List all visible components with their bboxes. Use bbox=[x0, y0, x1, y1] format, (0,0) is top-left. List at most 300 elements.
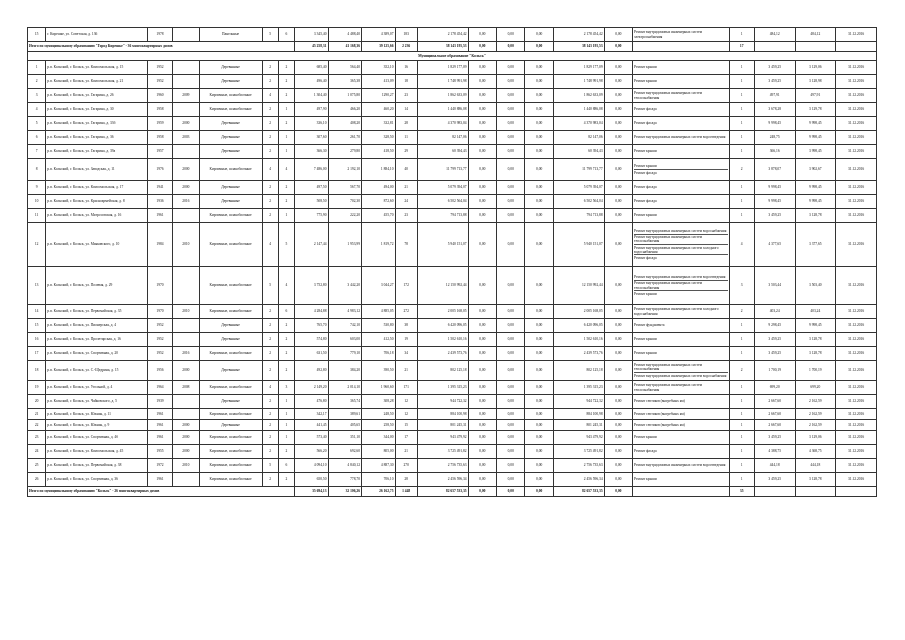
cell-work-count: 1 bbox=[729, 431, 754, 445]
cell-number: 23 bbox=[28, 431, 46, 445]
cell-cost-3: 0,00 bbox=[497, 209, 525, 223]
cell-date: 31.12.2016 bbox=[836, 117, 877, 131]
total-cost-2: 0,00 bbox=[468, 42, 496, 52]
cell-cost-2: 0,00 bbox=[468, 195, 496, 209]
cell-cost-5: 2 456 596,34 bbox=[553, 473, 604, 487]
cell-repair-year bbox=[173, 409, 199, 420]
cell-work-type bbox=[633, 305, 729, 319]
cell-entrances: 2 bbox=[278, 333, 294, 347]
cell-price-2: 3 128,78 bbox=[795, 473, 836, 487]
cell-cost-4: 0,00 bbox=[525, 381, 553, 395]
cell-price-1: 9 998,45 bbox=[754, 117, 795, 131]
cell-entrances: 4 bbox=[278, 267, 294, 305]
cell-work-type bbox=[633, 445, 729, 459]
cell-address: р.п. Кольский, г. Кольск, ул. С.-Щедрина, д. 15 bbox=[46, 361, 148, 381]
work-item: Ремонт внутридомовых инженерных систем теплоснабжения bbox=[634, 363, 727, 373]
cell-floors: 2 bbox=[262, 319, 278, 333]
cell-work-type bbox=[633, 395, 729, 409]
cell-year: 1952 bbox=[147, 61, 172, 75]
cell-work-count: 1 bbox=[729, 209, 754, 223]
cell-area: 685,40 bbox=[295, 61, 329, 75]
cell-repair-year: 2010 bbox=[173, 305, 199, 319]
cell-area-2: 4 488,40 bbox=[328, 28, 362, 42]
cell-cost-3: 0,00 bbox=[497, 61, 525, 75]
cell-work-type bbox=[633, 61, 729, 75]
cell-cost-total: 2 756 735,63 bbox=[417, 459, 468, 473]
total-empty bbox=[754, 487, 795, 497]
cell-work-count: 1 bbox=[729, 347, 754, 361]
cell-area-2: 702,30 bbox=[328, 195, 362, 209]
cell-people: 16 bbox=[395, 61, 417, 75]
work-item: Ремонт фасада bbox=[634, 170, 657, 175]
cell-floors: 2 bbox=[262, 431, 278, 445]
cell-area-2: 778,70 bbox=[328, 473, 362, 487]
cell-wall-material: Кирпичные, шлакоблочные bbox=[199, 347, 262, 361]
cell-cost-4: 0,00 bbox=[525, 28, 553, 42]
table-row bbox=[28, 395, 877, 409]
cell-people: 171 bbox=[395, 381, 417, 395]
cell-year: 1984 bbox=[147, 223, 172, 267]
work-item: Ремонт крыши bbox=[634, 477, 657, 482]
cell-area-3: 3 044,27 bbox=[362, 267, 396, 305]
cell-cost-4: 0,00 bbox=[525, 195, 553, 209]
cell-cost-3: 0,00 bbox=[497, 459, 525, 473]
cell-cost-5: 801 245,31 bbox=[553, 420, 604, 431]
total-area: 35 694,13 bbox=[295, 487, 329, 497]
cell-entrances: 2 bbox=[278, 473, 294, 487]
cell-work-count: 1 bbox=[729, 319, 754, 333]
cell-cost-total: 3 725 491,82 bbox=[417, 445, 468, 459]
cell-year: 1961 bbox=[147, 420, 172, 431]
total-area-3: 39 125,66 bbox=[362, 42, 396, 52]
cell-people: 19 bbox=[395, 333, 417, 347]
cell-cost-5: 1 862 633,09 bbox=[553, 89, 604, 103]
work-item: Ремонт внутридомовых инженерных систем водоотведения bbox=[634, 275, 727, 281]
cell-repair-year: 2009 bbox=[173, 89, 199, 103]
cell-area-3: 805,00 bbox=[362, 445, 396, 459]
cell-cost-6: 0,00 bbox=[604, 473, 632, 487]
cell-floors: 5 bbox=[262, 459, 278, 473]
cell-area-2: 4 983,12 bbox=[328, 305, 362, 319]
cell-price-1: 3 459,25 bbox=[754, 209, 795, 223]
cell-area: 336,10 bbox=[295, 117, 329, 131]
cell-people: 11 bbox=[395, 131, 417, 145]
cell-cost-5: 6 502 564,04 bbox=[553, 195, 604, 209]
cell-area-3: 706,18 bbox=[362, 347, 396, 361]
cell-work-count: 1 bbox=[729, 445, 754, 459]
cell-cost-3: 0,00 bbox=[497, 305, 525, 319]
cell-number: 4 bbox=[28, 103, 46, 117]
cell-area-3: 4 389,07 bbox=[362, 28, 396, 42]
cell-year: 1956 bbox=[147, 361, 172, 381]
cell-date: 31.12.2016 bbox=[836, 319, 877, 333]
cell-repair-year: 2000 bbox=[173, 431, 199, 445]
work-item: Ремонт внутридомовых инженерных систем теплоснабжения bbox=[634, 91, 703, 100]
cell-people: 78 bbox=[395, 223, 417, 267]
cell-price-2: 9 998,45 bbox=[795, 131, 836, 145]
work-item: Ремонт крыши bbox=[634, 291, 657, 296]
cell-people: 34 bbox=[395, 347, 417, 361]
cell-area: 307,60 bbox=[295, 131, 329, 145]
cell-entrances: 2 bbox=[278, 181, 294, 195]
cell-cost-4: 0,00 bbox=[525, 361, 553, 381]
cell-cost-3: 0,00 bbox=[497, 361, 525, 381]
cell-work-type bbox=[633, 409, 729, 420]
cell-cost-4: 0,00 bbox=[525, 159, 553, 181]
cell-repair-year: 2010 bbox=[173, 459, 199, 473]
cell-cost-total: 794 713,88 bbox=[417, 209, 468, 223]
cell-cost-2: 0,00 bbox=[468, 145, 496, 159]
cell-floors: 2 bbox=[262, 361, 278, 381]
cell-area: 342,17 bbox=[295, 409, 329, 420]
cell-price-2: 497,91 bbox=[795, 89, 836, 103]
cell-area: 4 284,88 bbox=[295, 305, 329, 319]
total-cost-3: 0,00 bbox=[497, 42, 525, 52]
cell-number: 25 bbox=[28, 459, 46, 473]
cell-cost-2: 0,00 bbox=[468, 305, 496, 319]
table-row bbox=[28, 28, 877, 42]
cell-number: 16 bbox=[28, 333, 46, 347]
cell-cost-6: 0,00 bbox=[604, 420, 632, 431]
cell-date: 31.12.2016 bbox=[836, 333, 877, 347]
cell-year: 1955 bbox=[147, 445, 172, 459]
cell-area-3: 530,80 bbox=[362, 319, 396, 333]
cell-cost-total: 1 440 886,08 bbox=[417, 103, 468, 117]
cell-year: 1961 bbox=[147, 409, 172, 420]
cell-cost-6: 0,00 bbox=[604, 145, 632, 159]
cell-work-type bbox=[633, 223, 729, 267]
cell-number: 15 bbox=[28, 28, 46, 42]
cell-price-1: 248,75 bbox=[754, 131, 795, 145]
cell-wall-material: Деревянные bbox=[199, 395, 262, 409]
cell-address: р.п. Кольский, г. Кольск, ул. Южная, д. 11 bbox=[46, 409, 148, 420]
cell-floors: 2 bbox=[262, 305, 278, 319]
table-row bbox=[28, 89, 877, 103]
cell-work-count: 1 bbox=[729, 28, 754, 42]
cell-cost-4: 0,00 bbox=[525, 181, 553, 195]
cell-floors: 2 bbox=[262, 61, 278, 75]
cell-price-1: 497,91 bbox=[754, 89, 795, 103]
cell-work-type bbox=[633, 381, 729, 395]
cell-cost-5: 944 722,32 bbox=[553, 395, 604, 409]
cell-number: 11 bbox=[28, 209, 46, 223]
cell-cost-3: 0,00 bbox=[497, 89, 525, 103]
cell-cost-3: 0,00 bbox=[497, 75, 525, 89]
cell-area: 497,50 bbox=[295, 181, 329, 195]
cell-cost-total: 2 178 454,42 bbox=[417, 28, 468, 42]
total-cost-5: 38 143 195,53 bbox=[553, 42, 604, 52]
cell-area: 441,45 bbox=[295, 420, 329, 431]
cell-address: р.п. Кольский, г. Кольск, ул. Пролетарская, д. 16 bbox=[46, 333, 148, 347]
cell-cost-2: 0,00 bbox=[468, 319, 496, 333]
cell-cost-5: 12 150 992,44 bbox=[553, 267, 604, 305]
work-item: Ремонт крыши bbox=[634, 351, 657, 356]
cell-cost-5: 60 394,43 bbox=[553, 145, 604, 159]
cell-date: 31.12.2016 bbox=[836, 381, 877, 395]
total-row bbox=[28, 42, 877, 52]
cell-floors: 2 bbox=[262, 420, 278, 431]
cell-cost-3: 0,00 bbox=[497, 145, 525, 159]
cell-year: 1976 bbox=[147, 159, 172, 181]
table-row bbox=[28, 223, 877, 267]
cell-repair-year: 2016 bbox=[173, 347, 199, 361]
cell-area-2: 1 953,99 bbox=[328, 223, 362, 267]
work-item: Ремонт крыши bbox=[634, 149, 657, 154]
cell-repair-year bbox=[173, 473, 199, 487]
cell-area-2: 408,20 bbox=[328, 117, 362, 131]
cell-area-2: 742,10 bbox=[328, 319, 362, 333]
cell-cost-2: 0,00 bbox=[468, 361, 496, 381]
cell-cost-5: 884 100,98 bbox=[553, 409, 604, 420]
cell-date: 31.12.2016 bbox=[836, 61, 877, 75]
cell-year: 1958 bbox=[147, 131, 172, 145]
cell-cost-total: 1 862 633,09 bbox=[417, 89, 468, 103]
cell-price-1: 9 298,45 bbox=[754, 319, 795, 333]
cell-wall-material: Кирпичные, шлакоблочные bbox=[199, 267, 262, 305]
total-area-2: 41 168,36 bbox=[328, 42, 362, 52]
cell-cost-5: 943 479,92 bbox=[553, 431, 604, 445]
cell-area-2: 365,74 bbox=[328, 395, 362, 409]
cell-address: р.п. Кольский, г. Кольск, ул. Гагарина, д. 30 bbox=[46, 103, 148, 117]
work-item: Ремонт крыши bbox=[634, 164, 727, 170]
cell-repair-year bbox=[173, 319, 199, 333]
cell-price-2: 3 129,06 bbox=[795, 61, 836, 75]
cell-cost-2: 0,00 bbox=[468, 347, 496, 361]
cell-price-2: 9 998,45 bbox=[795, 319, 836, 333]
table-row bbox=[28, 159, 877, 181]
cell-wall-material: Кирпичные, шлакоблочные bbox=[199, 223, 262, 267]
cell-floors: 2 bbox=[262, 409, 278, 420]
cell-cost-4: 0,00 bbox=[525, 333, 553, 347]
cell-cost-2: 0,00 bbox=[468, 395, 496, 409]
cell-area-3: 4 887,30 bbox=[362, 459, 396, 473]
cell-year: 1959 bbox=[147, 117, 172, 131]
cell-area: 573,40 bbox=[295, 431, 329, 445]
table-row bbox=[28, 75, 877, 89]
cell-year: 1936 bbox=[147, 195, 172, 209]
cell-people: 172 bbox=[395, 267, 417, 305]
work-item: Ремонт крыши bbox=[634, 213, 657, 218]
cell-floors: 4 bbox=[262, 223, 278, 267]
cell-floors: 2 bbox=[262, 181, 278, 195]
cell-area-2: 2 192,10 bbox=[328, 159, 362, 181]
cell-entrances: 2 bbox=[278, 195, 294, 209]
cell-work-count: 1 bbox=[729, 61, 754, 75]
total-empty bbox=[836, 42, 877, 52]
cell-work-type: Ремонт внутридомовых инженерных систем электроснабжения bbox=[633, 28, 729, 42]
cell-cost-total: 884 100,98 bbox=[417, 409, 468, 420]
cell-work-count: 1 bbox=[729, 333, 754, 347]
cell-cost-6: 0,00 bbox=[604, 159, 632, 181]
cell-cost-3: 0,00 bbox=[497, 395, 525, 409]
cell-number: 19 bbox=[28, 381, 46, 395]
cell-area-3: 248,50 bbox=[362, 409, 396, 420]
cell-people: 14 bbox=[395, 103, 417, 117]
section-title: Муниципальное образование "Кольск" bbox=[28, 52, 877, 61]
cell-address: р.п. Кольский, г. Кольск, ул. Первомайская, д. 35 bbox=[46, 305, 148, 319]
cell-cost-4: 0,00 bbox=[525, 103, 553, 117]
table-row bbox=[28, 61, 877, 75]
cell-cost-5: 802 125,18 bbox=[553, 361, 604, 381]
cell-people: 17 bbox=[395, 431, 417, 445]
cell-people: 21 bbox=[395, 445, 417, 459]
cell-cost-4: 0,00 bbox=[525, 145, 553, 159]
cell-area: 2 149,20 bbox=[295, 381, 329, 395]
work-item: Ремонт внутридомовых инженерных систем холодного водоснабжения bbox=[634, 245, 727, 255]
work-item: Ремонт септиков (выгребных ям) bbox=[634, 399, 685, 404]
cell-address: р.п. Кольский, г. Кольск, ул. Спортивная, д. 20 bbox=[46, 347, 148, 361]
total-empty bbox=[754, 42, 795, 52]
total-cost-5: 82 657 533,35 bbox=[553, 487, 604, 497]
cell-price-2: 4 368,75 bbox=[795, 445, 836, 459]
cell-cost-5: 1 395 315,23 bbox=[553, 381, 604, 395]
cell-repair-year: 2000 bbox=[173, 361, 199, 381]
cell-wall-material: Кирпичные, шлакоблочные bbox=[199, 209, 262, 223]
cell-work-type bbox=[633, 195, 729, 209]
cell-area-2: 466,20 bbox=[328, 103, 362, 117]
cell-people: 270 bbox=[395, 459, 417, 473]
cell-area-2: 405,65 bbox=[328, 420, 362, 431]
cell-entrances: 6 bbox=[278, 459, 294, 473]
cell-cost-5: 5 940 151,07 bbox=[553, 223, 604, 267]
cell-price-2: 403,24 bbox=[795, 305, 836, 319]
total-cost-6: 0,00 bbox=[604, 42, 632, 52]
cell-area-3: 1290,27 bbox=[362, 89, 396, 103]
work-item: Ремонт крыши bbox=[634, 337, 657, 342]
cell-price-2: 444,18 bbox=[795, 459, 836, 473]
cell-cost-5: 2 005 168,05 bbox=[553, 305, 604, 319]
cell-people: 38 bbox=[395, 319, 417, 333]
cell-work-count: 1 bbox=[729, 459, 754, 473]
cell-wall-material: Деревянные bbox=[199, 319, 262, 333]
total-cost-4: 0,00 bbox=[525, 487, 553, 497]
cell-price-2: 3 377,65 bbox=[795, 223, 836, 267]
cell-area: 496,40 bbox=[295, 75, 329, 89]
cell-date: 31.12.2016 bbox=[836, 181, 877, 195]
cell-area-2: 603,00 bbox=[328, 333, 362, 347]
cell-work-count: 1 bbox=[729, 381, 754, 395]
cell-people: 23 bbox=[395, 89, 417, 103]
cell-entrances: 2 bbox=[278, 445, 294, 459]
work-item: Ремонт внутридомовых инженерных систем водоотведения bbox=[634, 135, 726, 140]
cell-cost-6: 0,00 bbox=[604, 381, 632, 395]
cell-cost-5: 1 440 886,08 bbox=[553, 103, 604, 117]
cell-floors: 5 bbox=[262, 28, 278, 42]
cell-area: 631,50 bbox=[295, 347, 329, 361]
cell-area-2: 3 442,20 bbox=[328, 267, 362, 305]
cell-cost-6: 0,00 bbox=[604, 267, 632, 305]
cell-area: 3 345,40 bbox=[295, 28, 329, 42]
table-row bbox=[28, 381, 877, 395]
cell-cost-2: 0,00 bbox=[468, 431, 496, 445]
cell-area-2: 4 840,12 bbox=[328, 459, 362, 473]
cell-cost-3: 0,00 bbox=[497, 181, 525, 195]
cell-cost-3: 0,00 bbox=[497, 381, 525, 395]
cell-price-2: 9 998,45 bbox=[795, 181, 836, 195]
cell-cost-5: 82 147,06 bbox=[553, 131, 604, 145]
capital-repair-table-sheet bbox=[27, 27, 877, 497]
cell-address: р.п. Кольский, г. Кольск, ул. Гагарина, д. 36 bbox=[46, 131, 148, 145]
work-item: Ремонт фасада bbox=[634, 449, 657, 454]
work-item: Ремонт внутридомовых инженерных систем теплоснабжения bbox=[634, 281, 727, 291]
table-row bbox=[28, 459, 877, 473]
cell-date: 31.12.2016 bbox=[836, 445, 877, 459]
cell-address: р.п. Кольский, г. Кольск, ул. Спортивная, д. 36 bbox=[46, 473, 148, 487]
cell-price-1: 2 667,60 bbox=[754, 420, 795, 431]
cell-floors: 2 bbox=[262, 145, 278, 159]
cell-area-3: 706,10 bbox=[362, 473, 396, 487]
cell-date: 31.12.2016 bbox=[836, 75, 877, 89]
cell-address: р.п. Кольский, г. Кольск, ул. Матросовская, д. 16 bbox=[46, 209, 148, 223]
cell-area-3: 412,50 bbox=[362, 333, 396, 347]
cell-address: р.п. Кольский, г. Кольск, ул. Комсомольская, д. 15 bbox=[46, 61, 148, 75]
table-row bbox=[28, 445, 877, 459]
cell-work-type bbox=[633, 420, 729, 431]
cell-cost-3: 0,00 bbox=[497, 267, 525, 305]
cell-entrances: 2 bbox=[278, 75, 294, 89]
cell-work-count: 1 bbox=[729, 395, 754, 409]
cell-cost-3: 0,00 bbox=[497, 409, 525, 420]
table-row bbox=[28, 473, 877, 487]
cell-people: 24 bbox=[395, 195, 417, 209]
cell-people: 21 bbox=[395, 361, 417, 381]
cell-work-type bbox=[633, 159, 729, 181]
cell-cost-4: 0,00 bbox=[525, 267, 553, 305]
cell-area-3: 1 884,10 bbox=[362, 159, 396, 181]
table-row bbox=[28, 209, 877, 223]
cell-work-type bbox=[633, 117, 729, 131]
work-item: Ремонт внутридомовых инженерных систем теплоснабжения bbox=[634, 383, 703, 392]
cell-wall-material: Кирпичные, шлакоблочные bbox=[199, 473, 262, 487]
cell-entrances: 3 bbox=[278, 381, 294, 395]
cell-cost-2: 0,00 bbox=[468, 117, 496, 131]
cell-area-3: 494,00 bbox=[362, 181, 396, 195]
cell-entrances: 1 bbox=[278, 395, 294, 409]
cell-work-count: 1 bbox=[729, 420, 754, 431]
cell-cost-6: 0,00 bbox=[604, 319, 632, 333]
cell-cost-2: 0,00 bbox=[468, 28, 496, 42]
cell-area: 497,90 bbox=[295, 103, 329, 117]
cell-entrances: 6 bbox=[278, 305, 294, 319]
cell-area-2: 779,10 bbox=[328, 347, 362, 361]
table-row bbox=[28, 420, 877, 431]
cell-cost-4: 0,00 bbox=[525, 409, 553, 420]
work-item: Ремонт крыши bbox=[634, 65, 657, 70]
cell-work-count: 1 bbox=[729, 145, 754, 159]
cell-wall-material: Деревянные bbox=[199, 75, 262, 89]
cell-work-type bbox=[633, 319, 729, 333]
cell-work-type bbox=[633, 347, 729, 361]
cell-wall-material: Кирпичные, шлакоблочные bbox=[199, 431, 262, 445]
cell-repair-year bbox=[173, 61, 199, 75]
cell-area: 765,70 bbox=[295, 319, 329, 333]
cell-people: 28 bbox=[395, 117, 417, 131]
cell-work-type bbox=[633, 103, 729, 117]
work-item: Ремонт фасада bbox=[634, 107, 657, 112]
cell-work-type bbox=[633, 333, 729, 347]
cell-number: 26 bbox=[28, 473, 46, 487]
cell-date: 31.12.2016 bbox=[836, 89, 877, 103]
cell-year: 1952 bbox=[147, 75, 172, 89]
cell-number: 24 bbox=[28, 445, 46, 459]
cell-year: 1978 bbox=[147, 28, 172, 42]
cell-entrances: 1 bbox=[278, 131, 294, 145]
cell-date: 31.12.2016 bbox=[836, 145, 877, 159]
cell-entrances: 4 bbox=[278, 159, 294, 181]
cell-repair-year bbox=[173, 209, 199, 223]
cell-address: р.п. Кольский, г. Кольск, ул. Маяковского, д. 10 bbox=[46, 223, 148, 267]
table-row bbox=[28, 181, 877, 195]
